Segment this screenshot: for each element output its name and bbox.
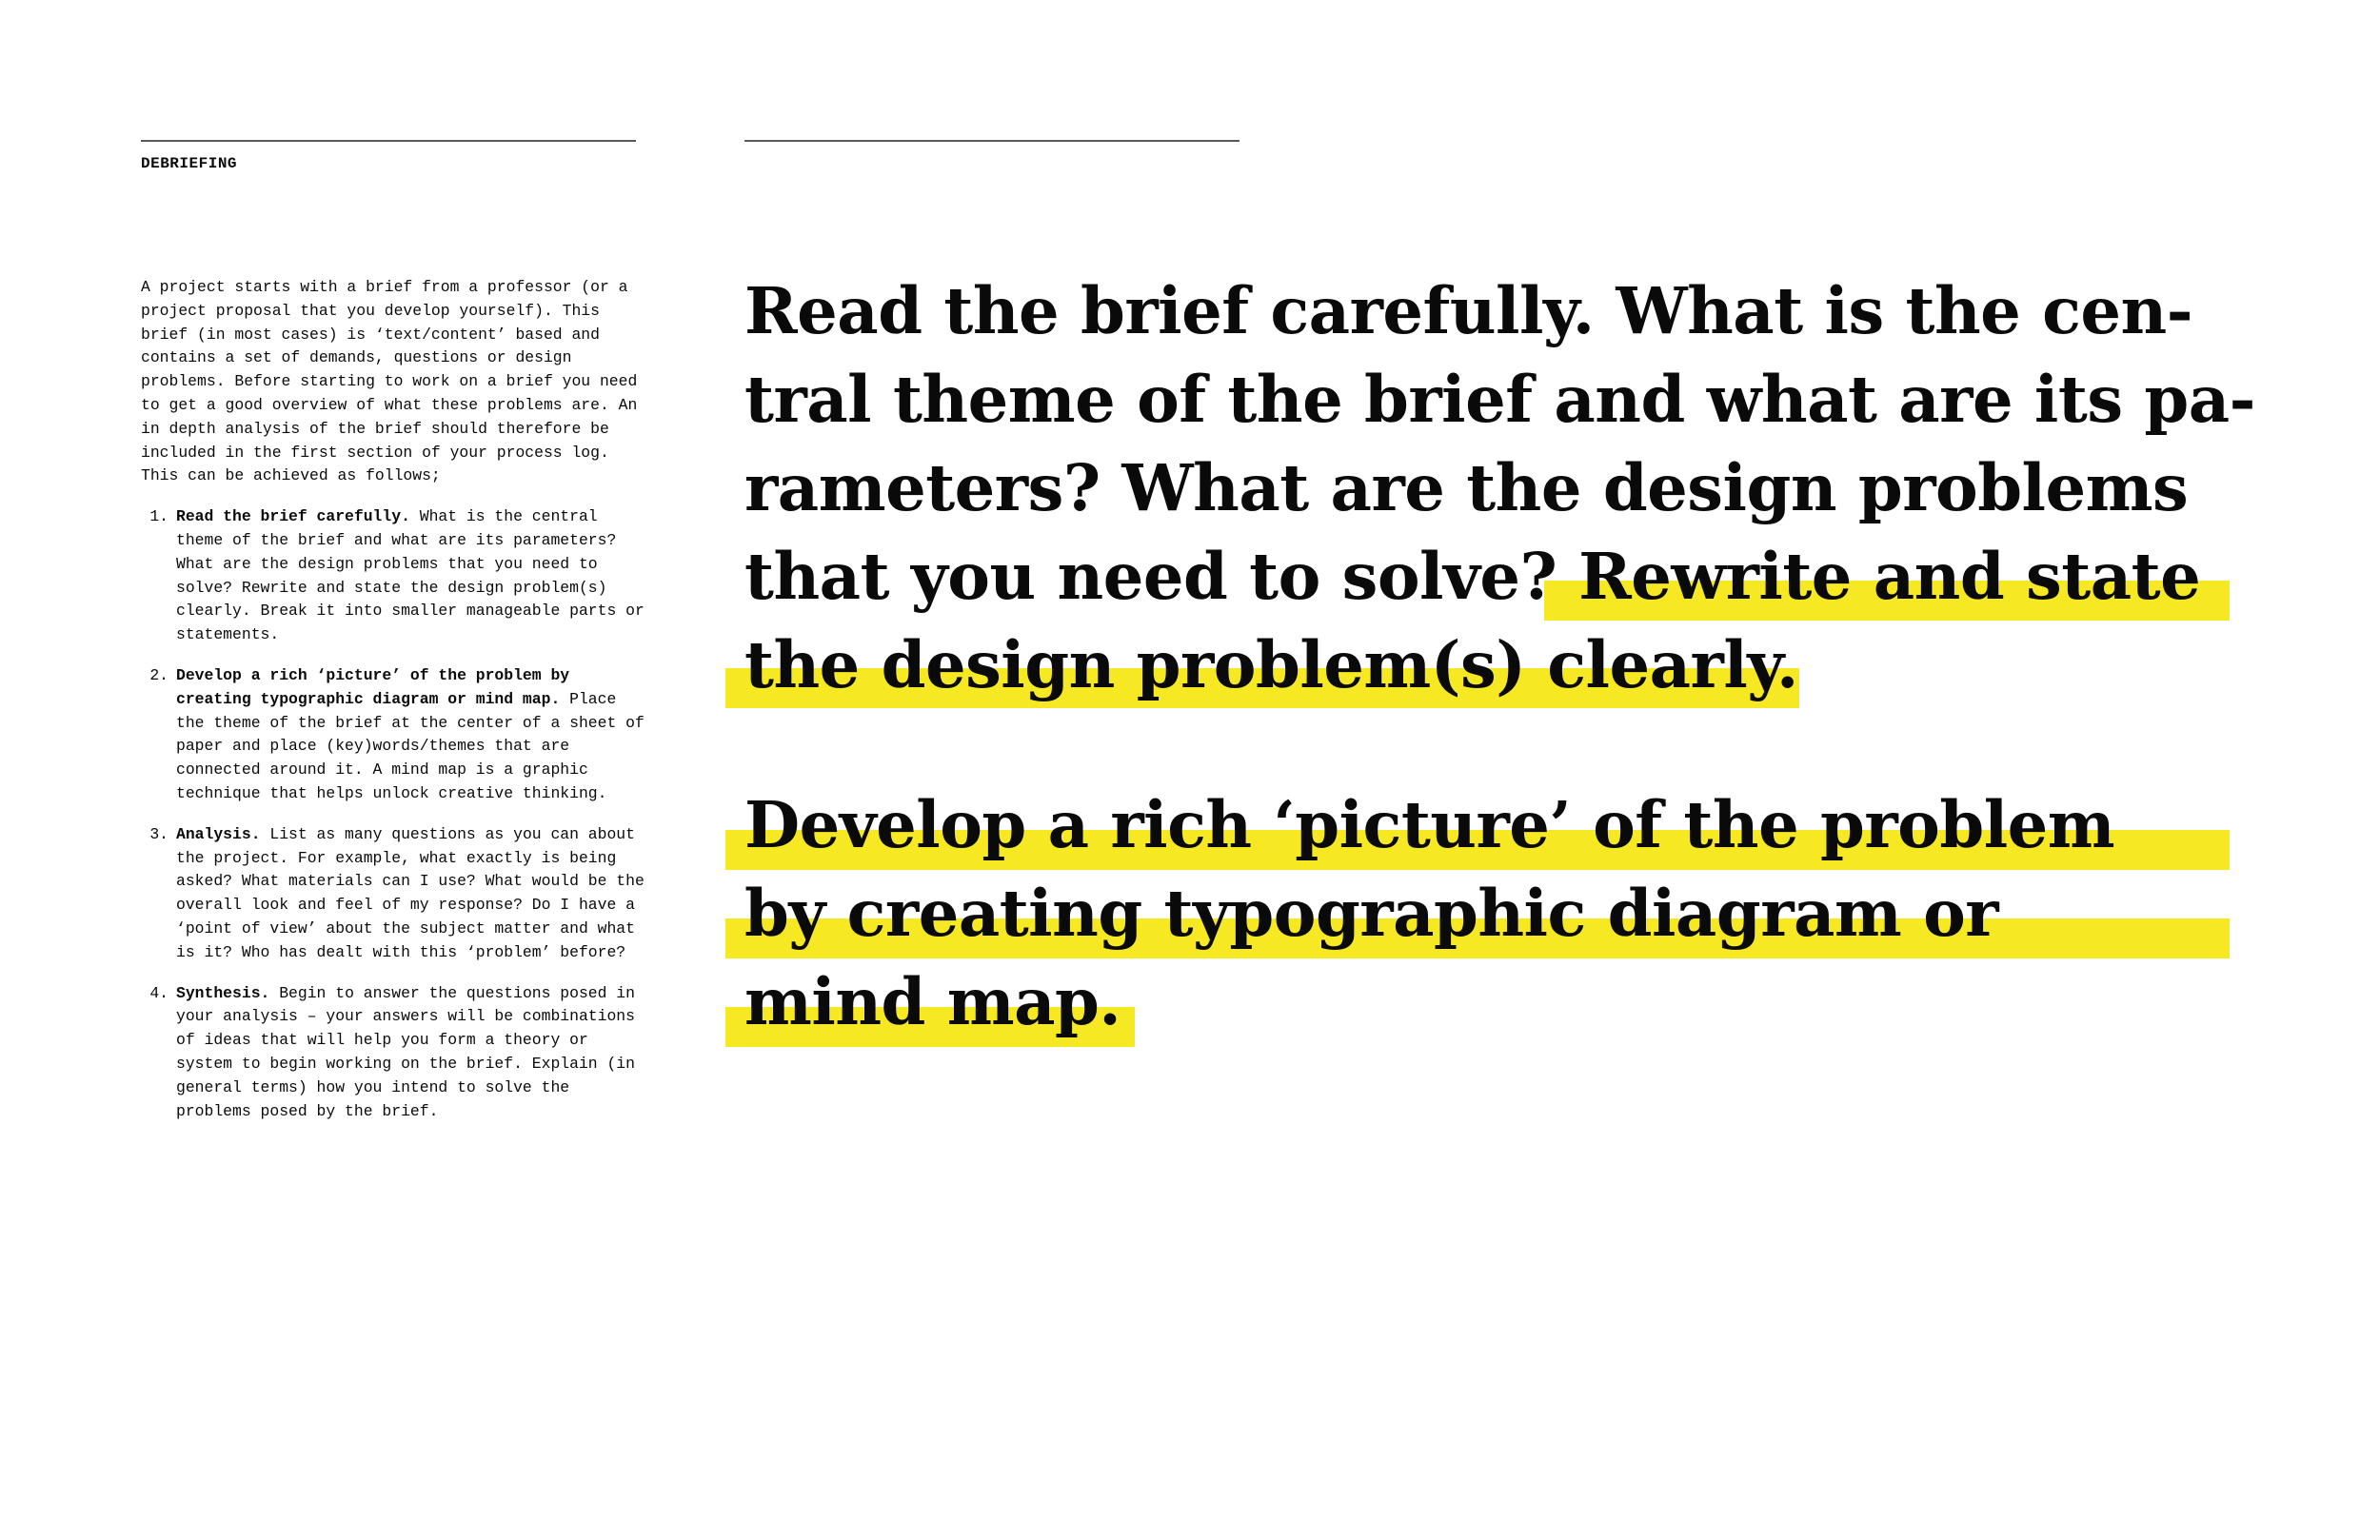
right-divider-rule [744, 140, 1240, 142]
intro-paragraph: A project starts with a brief from a professor (or a project proposal that you develop yourself). This brief (in most cases) is ‘text/content’ based and contains a set of demands, questions or design problems. Before starting to work on a brief you need to get a good overview of what these problems are. An in depth analysis of the brief should therefore be included in the first section of your process log. This can be achieved as follows; [141, 278, 638, 485]
step-body [176, 982, 645, 1124]
step-text: Place the theme of the brief at the center of a sheet of paper and place (key)words/themes that are connected around it. A mind map is a graphic technique that helps unlock creative thinking. [176, 689, 645, 802]
step-number: 4. [149, 983, 169, 1002]
step-title: Read the brief carefully. [176, 507, 410, 526]
pull-quote-picture [744, 780, 2268, 1046]
step-item [141, 982, 645, 1124]
step-text: What is the central theme of the brief and what are its parameters? What are the design problems that you need to solve? Rewrite and state the design problem(s) clearly. Break it into smaller manageable parts or statements. [176, 507, 645, 644]
step-number: 2. [149, 665, 169, 684]
step-body [176, 505, 645, 647]
pull-quote-line: mind map. [744, 964, 1121, 1039]
pull-quote-line: rameters? What are the design problems [744, 450, 2189, 525]
pull-quote-line: the design problem(s) clearly. [744, 627, 1798, 702]
step-title: Synthesis. [176, 983, 270, 1002]
step-title: Analysis. [176, 824, 261, 843]
step-title: Develop a rich ‘picture’ of the problem by creating typographic diagram or mind map. [176, 665, 570, 708]
section-label: DEBRIEFING [141, 155, 238, 172]
pull-quote-line: Read the brief carefully. What is the cen- [744, 273, 2193, 348]
steps-list [141, 505, 645, 1123]
step-body [176, 823, 645, 965]
step-number: 3. [149, 824, 169, 843]
left-divider-rule [141, 140, 636, 142]
left-column [141, 276, 645, 1140]
pull-quote-line: by creating typographic diagram or [744, 876, 1999, 951]
step-text: List as many questions as you can about the project. For example, what exactly is being asked? What materials can I use? What would be the overall look and feel of my response? Do I have a ‘point of view’ about the subject matter and what is it? Who has dealt with this ‘problem’ before? [176, 824, 645, 961]
step-text: Begin to answer the questions posed in your analysis – your answers will be combinations of ideas that will help you form a theory or system to begin working on the brief. Explain (in general terms) how you intend to solve the problems posed by the brief. [176, 983, 635, 1120]
step-item [141, 823, 645, 965]
step-number: 1. [149, 507, 169, 526]
step-body [176, 664, 645, 806]
step-item [141, 505, 645, 647]
pull-quote-brief [744, 267, 2268, 709]
pull-quote-line: tral theme of the brief and what are its pa- [744, 362, 2255, 437]
step-item [141, 664, 645, 806]
pull-quote-line: that you need to solve? Rewrite and state [744, 539, 2201, 614]
pull-quote-line: Develop a rich ‘picture’ of the problem [744, 787, 2115, 862]
